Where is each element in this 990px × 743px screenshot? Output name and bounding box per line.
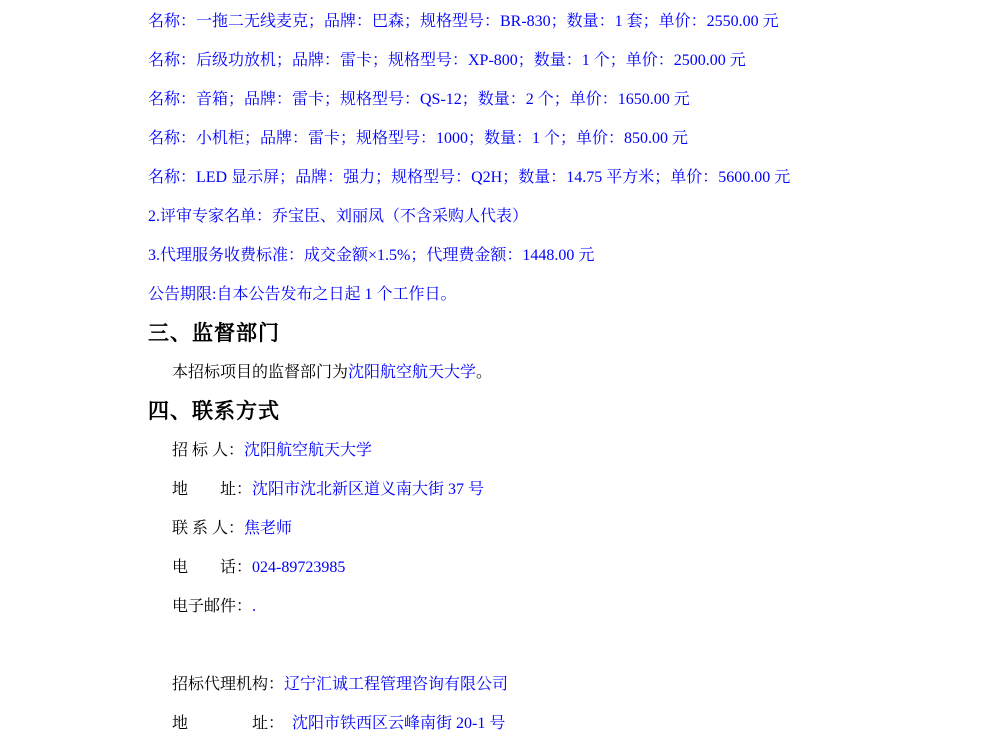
item-line-2: 名称：后级功放机；品牌：雷卡；规格型号：XP-800；数量：1 个；单价：2500.00 元 — [148, 52, 746, 69]
contact-label-phone: 电 话： — [172, 559, 253, 576]
contact-value-phone: 024-89723985 — [252, 559, 346, 576]
contact-value-address: 沈阳市沈北新区道义南大街 37 号 — [252, 481, 485, 498]
item-line-3: 名称：音箱；品牌：雷卡；规格型号：QS-12；数量：2 个；单价：1650.00 元 — [148, 91, 690, 108]
contact-label-person: 联 系 人： — [172, 520, 245, 537]
supervision-paragraph — [148, 353, 908, 392]
contact-row-person — [148, 509, 908, 548]
agency-value-address: 沈阳市铁西区云峰南街 20-1 号 — [276, 715, 506, 732]
section-heading-supervision: 三、监督部门 — [148, 322, 280, 345]
contact-label-address: 地 址： — [172, 481, 253, 498]
item-line-5: 名称：LED 显示屏；品牌：强力；规格型号：Q2H；数量：14.75 平方米；单价：5600.00 元 — [148, 169, 791, 186]
supervision-text: 本招标项目的监督部门为 — [172, 364, 349, 381]
item-line-1: 名称：一拖二无线麦克；品牌：巴森；规格型号：BR-830；数量：1 套；单价：2550.00 元 — [148, 13, 779, 30]
agency-row-address — [148, 704, 908, 743]
agency-row-name — [148, 665, 908, 704]
section-heading-contact: 四、联系方式 — [148, 400, 280, 423]
contact-row-bidder — [148, 431, 908, 470]
item-line-4: 名称：小机柜；品牌：雷卡；规格型号：1000；数量：1 个；单价：850.00 元 — [148, 130, 689, 147]
spacer-row — [148, 626, 908, 665]
agency-value-name: 辽宁汇诚工程管理咨询有限公司 — [284, 676, 509, 693]
agency-label-name: 招标代理机构： — [172, 676, 285, 693]
contact-value-email: . — [252, 598, 257, 615]
contact-label-email: 电子邮件： — [172, 598, 253, 615]
contact-row-email — [148, 587, 908, 626]
document-body — [148, 2, 908, 743]
announcement-period: 公告期限:自本公告发布之日起 1 个工作日。 — [148, 286, 457, 303]
contact-label-bidder: 招 标 人： — [172, 442, 245, 459]
supervision-text-suffix: 。 — [476, 364, 493, 381]
note-agency-fee: 3.代理服务收费标准：成交金额×1.5%；代理费金额：1448.00 元 — [148, 247, 595, 264]
contact-value-bidder: 沈阳航空航天大学 — [244, 442, 373, 459]
contact-value-person: 焦老师 — [244, 520, 293, 537]
supervision-university-link: 沈阳航空航天大学 — [348, 364, 477, 381]
note-experts: 2.评审专家名单：乔宝臣、刘丽凤（不含采购人代表） — [148, 208, 529, 225]
contact-row-phone — [148, 548, 908, 587]
agency-label-address: 地 址： — [172, 715, 277, 732]
contact-row-address — [148, 470, 908, 509]
